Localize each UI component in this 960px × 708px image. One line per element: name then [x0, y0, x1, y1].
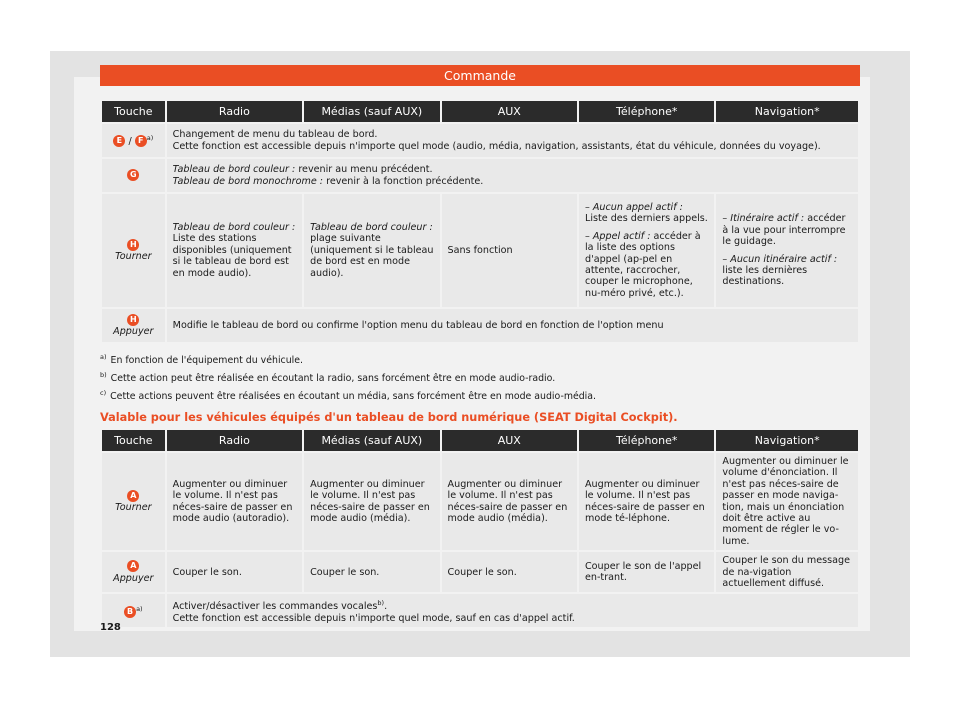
footnote-mark: a)	[100, 353, 107, 361]
italic-term: Tableau de bord couleur :	[172, 221, 296, 233]
italic-term: – Aucun appel actif :	[584, 201, 683, 213]
italic-term: – Appel actif :	[584, 230, 651, 242]
footnote	[100, 353, 303, 366]
footnote-text: Cette actions peuvent être réalisées en écoutant un média, sans forcément être en mode audio-média.	[110, 391, 597, 403]
footnote-ref: a)	[146, 134, 154, 143]
cell-line	[173, 176, 852, 187]
telephone-cell: Couper le son de l'appel en-trant.	[579, 552, 714, 592]
cell-text: plage suivante (uniquement si le tableau de bord est en mode audio).	[310, 233, 434, 279]
cell-line: Cette fonction est accessible depuis n'importe quel mode, sauf en cas d'appel actif.	[172, 612, 575, 624]
cell-text: revenir à la fonction précédente.	[323, 175, 484, 187]
footnote-text: Cette action peut être réalisée en écoutant la radio, sans forcément être en mode audio-radio.	[110, 373, 556, 385]
cell-line	[722, 213, 852, 247]
table-header-row	[102, 430, 858, 451]
action-label: Appuyer	[113, 326, 154, 337]
key-e-badge: E	[113, 135, 125, 147]
cell-text: liste les dernières destinations.	[722, 264, 808, 288]
telephone-cell	[579, 194, 714, 307]
navigation-cell: Couper le son du message de na-vigation actuellement diffusé.	[716, 552, 858, 592]
medias-cell	[304, 194, 439, 307]
italic-term: – Itinéraire actif :	[722, 213, 805, 225]
action-label: Tourner	[115, 251, 152, 262]
merged-cell	[167, 594, 858, 627]
cell-text: Liste des derniers appels.	[584, 213, 708, 225]
key-h-badge: H	[127, 239, 139, 251]
footnote-mark: b)	[100, 371, 107, 379]
key-a-badge: A	[127, 490, 139, 502]
italic-term: Tableau de bord monochrome :	[172, 175, 324, 187]
medias-cell: Couper le son.	[304, 552, 439, 592]
aux-cell: Augmenter ou diminuer le volume. Il n'est pas néces-saire de passer en mode audio (média).	[442, 453, 577, 550]
merged-cell	[167, 159, 858, 192]
key-h-badge: H	[127, 314, 139, 326]
telephone-cell: Augmenter ou diminuer le volume. Il n'est pas néces-saire de passer en mode té-léphone.	[579, 453, 714, 550]
cell-text: Liste des stations disponibles (uniquement si le tableau de bord est en mode audio).	[172, 233, 292, 279]
page-number: 128	[100, 622, 121, 633]
aux-cell: Sans fonction	[442, 194, 577, 307]
table-row	[102, 309, 858, 342]
key-g-badge: G	[127, 169, 139, 181]
header-touche: Touche	[102, 430, 165, 451]
header-aux: AUX	[442, 101, 577, 122]
commande-table	[100, 99, 860, 344]
key-cell	[102, 309, 165, 342]
cell-line	[173, 598, 852, 613]
key-cell	[102, 124, 165, 157]
italic-term: – Aucun itinéraire actif :	[722, 253, 838, 265]
italic-term: Tableau de bord couleur :	[310, 221, 433, 233]
navigation-cell	[716, 194, 858, 307]
action-label: Tourner	[115, 502, 152, 514]
header-navigation: Navigation*	[716, 430, 858, 451]
table-row	[102, 594, 858, 627]
section-subheading: Valable pour les véhicules équipés d'un tableau de bord numérique (SEAT Digital Cockpit).	[100, 411, 678, 424]
cell-line	[585, 202, 708, 225]
table-row	[102, 194, 858, 307]
key-cell	[102, 552, 165, 592]
header-telephone: Téléphone*	[579, 430, 714, 451]
cell-line: Changement de menu du tableau de bord.	[172, 129, 378, 141]
table-row	[102, 552, 858, 592]
navigation-cell: Augmenter ou diminuer le volume d'énonciation. Il n'est pas néces-saire de passer en mode naviga-tion, mais un énonciation doit être active au moment de régler le vo-lume.	[716, 453, 858, 550]
cell-line	[173, 164, 852, 175]
table-row	[102, 453, 858, 550]
cell-text: Activer/désactiver les commandes vocales	[172, 601, 378, 613]
cell-line	[585, 231, 708, 299]
italic-term: Tableau de bord couleur :	[172, 164, 296, 176]
key-a-badge: A	[127, 560, 139, 572]
cell-text: revenir au menu précédent.	[295, 164, 433, 176]
footnote-ref: a)	[136, 604, 143, 613]
action-label: Appuyer	[113, 572, 154, 584]
footnote-mark: c)	[100, 389, 107, 397]
table-row	[102, 159, 858, 192]
key-cell	[102, 194, 165, 307]
section-title: Commande	[100, 65, 860, 86]
key-cell	[102, 159, 165, 192]
radio-cell	[167, 194, 302, 307]
header-radio: Radio	[167, 101, 302, 122]
header-aux: AUX	[442, 430, 577, 451]
footnote	[100, 371, 555, 384]
cell-text: accéder à la liste des options d'appel (ap-pel en attente, raccrocher, couper le microphone, nu-méro privé, etc.).	[584, 230, 701, 299]
header-medias: Médias (sauf AUX)	[304, 430, 439, 451]
merged-cell	[167, 124, 858, 157]
header-medias: Médias (sauf AUX)	[304, 101, 439, 122]
radio-cell: Couper le son.	[167, 552, 302, 592]
header-telephone: Téléphone*	[579, 101, 714, 122]
table-header-row	[102, 101, 858, 122]
cell-text: accéder à la vue pour interrompre le guidage.	[722, 213, 846, 248]
cell-text: .	[384, 601, 388, 613]
table-row	[102, 124, 858, 157]
key-separator: /	[128, 136, 132, 148]
key-b-badge: B	[124, 606, 136, 618]
footnote	[100, 389, 596, 402]
footnote-ref: b)	[377, 598, 385, 607]
footnote-text: En fonction de l'équipement du véhicule.	[110, 355, 303, 367]
header-radio: Radio	[167, 430, 302, 451]
digital-cockpit-table	[100, 428, 860, 629]
header-navigation: Navigation*	[716, 101, 858, 122]
cell-line: Cette fonction est accessible depuis n'importe quel mode (audio, média, navigation, assistants, état du véhicule, données du voyage).	[172, 140, 821, 152]
cell-line	[722, 254, 852, 288]
key-f-badge: F	[135, 135, 147, 147]
key-cell	[102, 453, 165, 550]
radio-cell: Augmenter ou diminuer le volume. Il n'est pas néces-saire de passer en mode audio (autoradio).	[167, 453, 302, 550]
header-touche: Touche	[102, 101, 165, 122]
medias-cell: Augmenter ou diminuer le volume. Il n'est pas néces-saire de passer en mode audio (média).	[304, 453, 439, 550]
merged-cell: Modifie le tableau de bord ou confirme l'option menu du tableau de bord en fonction de l'option menu	[167, 309, 858, 342]
aux-cell: Couper le son.	[442, 552, 577, 592]
